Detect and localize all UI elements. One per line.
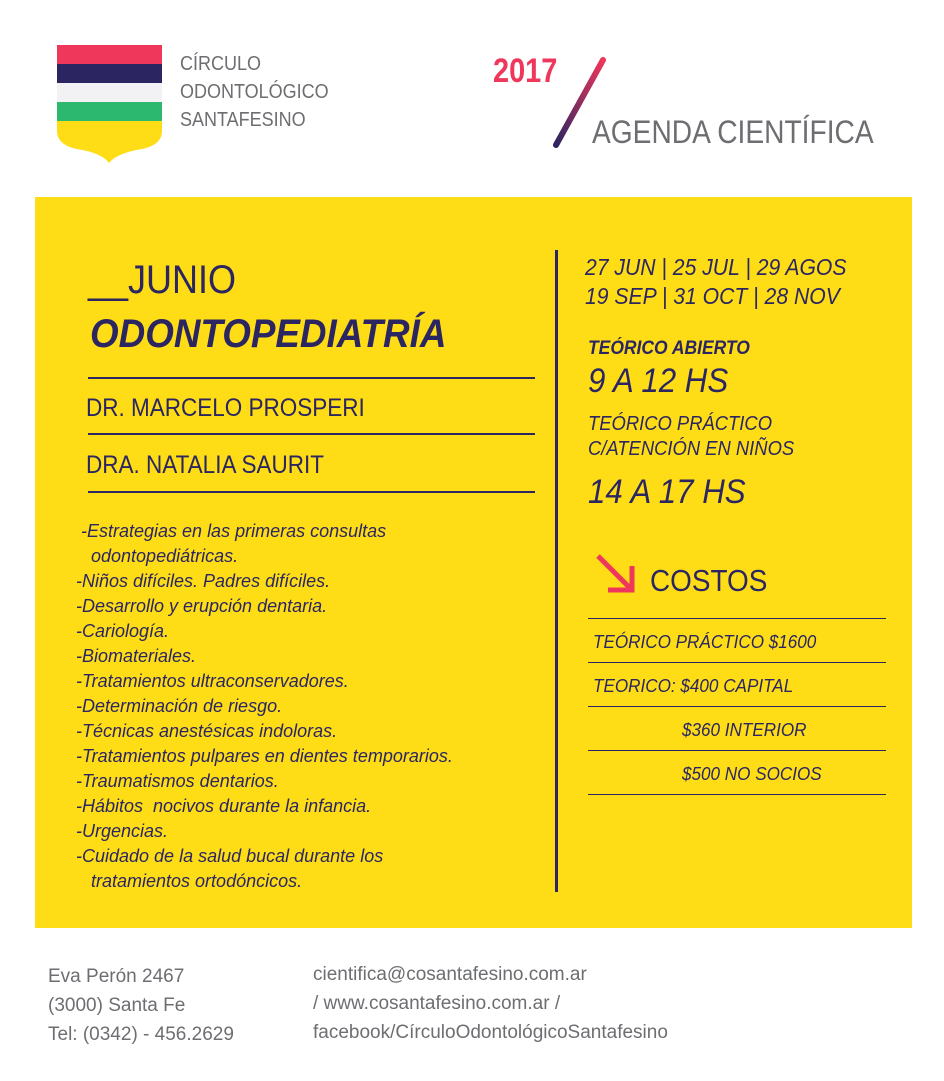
divider <box>588 662 886 663</box>
facebook-link[interactable]: facebook/CírculoOdontológicoSantafesino <box>313 1022 668 1043</box>
arrow-down-right-icon <box>594 552 638 596</box>
org-name <box>180 50 329 134</box>
website-link[interactable]: / www.cosantafesino.com.ar / <box>313 993 561 1014</box>
org-line: ODONTOLÓGICO <box>180 81 329 103</box>
address-line: Eva Perón 2467 <box>48 966 185 987</box>
practical-label <box>588 412 794 462</box>
divider <box>88 433 535 435</box>
cost-item: $500 NO SOCIOS <box>682 764 822 784</box>
subject-heading: ODONTOPEDIATRÍA <box>90 312 447 356</box>
topic-item: -Desarrollo y erupción dentaria. <box>76 596 328 616</box>
dates <box>585 253 847 311</box>
topic-item: -Tratamientos pulpares en dientes temporarios. <box>76 746 453 766</box>
cost-item: TEORICO: $400 CAPITAL <box>593 676 794 696</box>
costs-title: COSTOS <box>650 563 768 598</box>
topic-item: -Niños difíciles. Padres difíciles. <box>76 571 331 591</box>
topic-item: -Cuidado de la salud bucal durante los <box>76 846 384 866</box>
topic-item: -Tratamientos ultraconservadores. <box>76 671 349 691</box>
open-label: TEÓRICO ABIERTO <box>588 338 750 359</box>
page-title: AGENDA CIENTÍFICA <box>592 114 874 150</box>
dates-line: 27 JUN | 25 JUL | 29 AGOS <box>585 254 847 280</box>
topic-item: -Cariología. <box>76 621 170 641</box>
contact <box>313 960 668 1047</box>
vertical-divider <box>555 250 558 892</box>
address <box>48 962 234 1049</box>
topic-item: -Determinación de riesgo. <box>76 696 283 716</box>
dates-line: 19 SEP | 31 OCT | 28 NOV <box>585 283 840 309</box>
topic-item: -Traumatismos dentarios. <box>76 771 279 791</box>
year: 2017 <box>493 52 558 90</box>
org-line: SANTAFESINO <box>180 109 306 131</box>
topic-item: -Urgencias. <box>76 821 169 841</box>
topic-item: tratamientos ortodóncicos. <box>76 871 303 891</box>
practical-label-line: TEÓRICO PRÁCTICO <box>588 413 773 435</box>
divider <box>588 618 886 619</box>
practical-label-line: C/ATENCIÓN EN NIÑOS <box>588 438 795 460</box>
divider <box>588 750 886 751</box>
cost-item: TEÓRICO PRÁCTICO $1600 <box>593 632 817 652</box>
divider <box>88 377 535 379</box>
divider <box>588 706 886 707</box>
topics-list <box>76 519 453 894</box>
topic-item: -Hábitos nocivos durante la infancia. <box>76 796 372 816</box>
topic-item: -Estrategias en las primeras consultas <box>76 521 387 541</box>
practical-time: 14 A 17 HS <box>588 473 746 511</box>
doctor-name: DR. MARCELO PROSPERI <box>86 394 365 422</box>
topic-item: -Técnicas anestésicas indoloras. <box>76 721 338 741</box>
topic-item: -Biomateriales. <box>76 646 197 666</box>
month-heading: __JUNIO <box>88 258 237 302</box>
open-time: 9 A 12 HS <box>588 362 729 400</box>
org-line: CÍRCULO <box>180 53 262 75</box>
topic-item: odontopediátricas. <box>76 546 239 566</box>
address-line: (3000) Santa Fe <box>48 995 186 1016</box>
email-link[interactable]: cientifica@cosantafesino.com.ar <box>313 964 587 985</box>
phone: Tel: (0342) - 456.2629 <box>48 1024 234 1045</box>
logo-shield <box>57 45 162 163</box>
divider <box>88 491 535 493</box>
cost-item: $360 INTERIOR <box>682 720 807 740</box>
divider <box>588 794 886 795</box>
doctor-name: DRA. NATALIA SAURIT <box>86 451 324 479</box>
